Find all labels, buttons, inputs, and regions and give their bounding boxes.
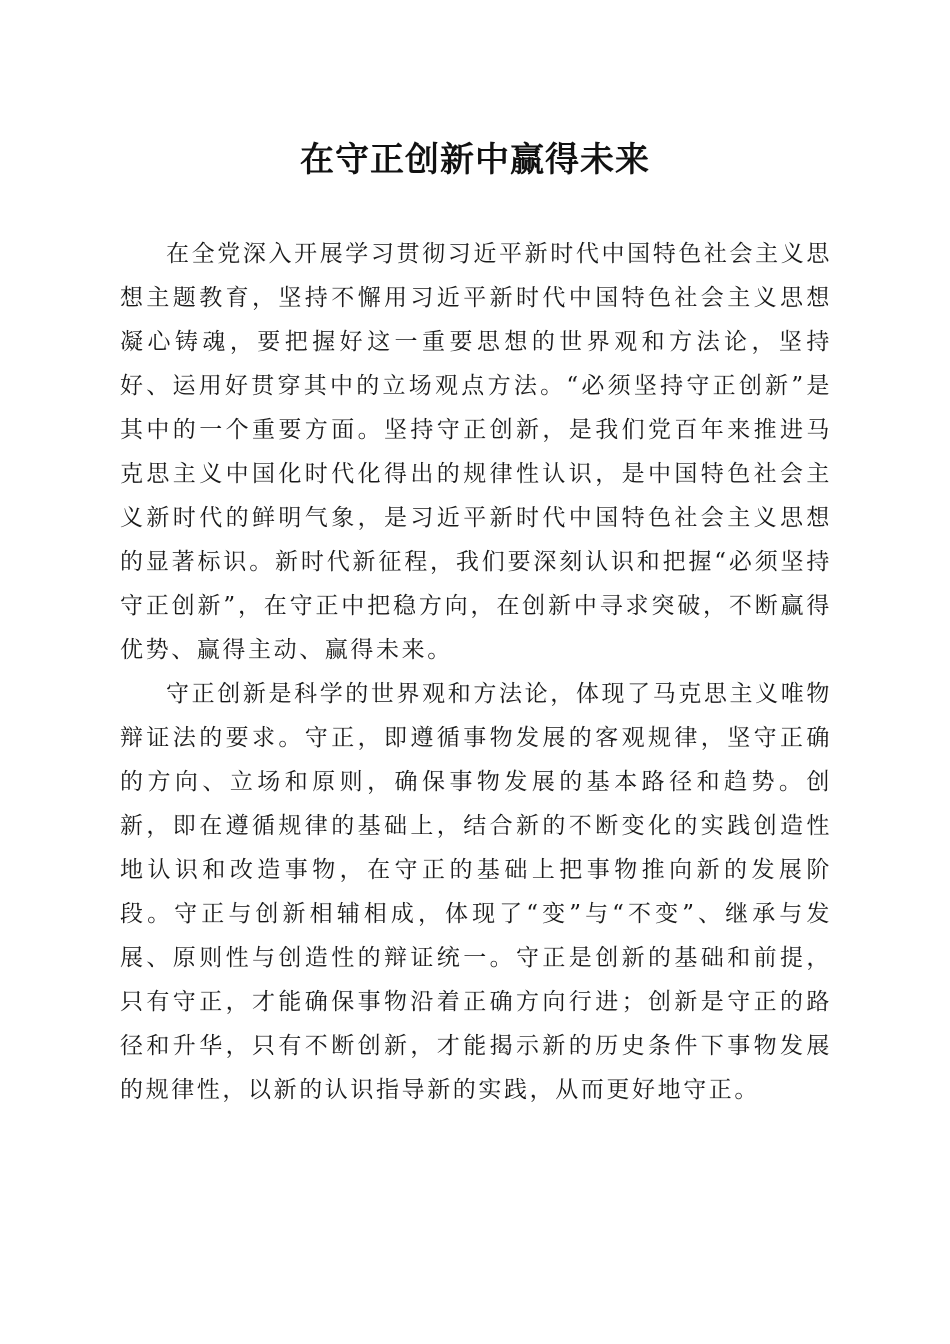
document-title: 在守正创新中赢得未来 [300,140,650,180]
paragraph-1: 在全党深入开展学习贯彻习近平新时代中国特色社会主义思想主题教育，坚持不懈用习近平新时代中国特色社会主义思想凝心铸魂，要把握好这一重要思想的世界观和方法论，坚持好、运用好贯穿其中的立场观点方法。“必须坚持守正创新”是其中的一个重要方面。坚持守正创新，是我们党百年来推进马克思主义中国化时代化得出的规律性认识，是中国特色社会主义新时代的鲜明气象，是习近平新时代中国特色社会主义思想的显著标识。新时代新征程，我们要深刻认识和把握“必须坚持守正创新”，在守正中把稳方向，在创新中寻求突破，不断赢得优势、赢得主动、赢得未来。 [120,241,832,663]
paragraph-2: 守正创新是科学的世界观和方法论，体现了马克思主义唯物辩证法的要求。守正，即遵循事物发展的客观规律，坚守正确的方向、立场和原则，确保事物发展的基本路径和趋势。创新，即在遵循规律的基础上，结合新的不断变化的实践创造性地认识和改造事物，在守正的基础上把事物推向新的发展阶段。守正与创新相辅相成，体现了“变”与“不变”、继承与发展、原则性与创造性的辩证统一。守正是创新的基础和前提，只有守正，才能确保事物沿着正确方向行进；创新是守正的路径和升华，只有不断创新，才能揭示新的历史条件下事物发展的规律性，以新的认识指导新的实践，从而更好地守正。 [120,681,832,1103]
document-body [120,232,832,1112]
